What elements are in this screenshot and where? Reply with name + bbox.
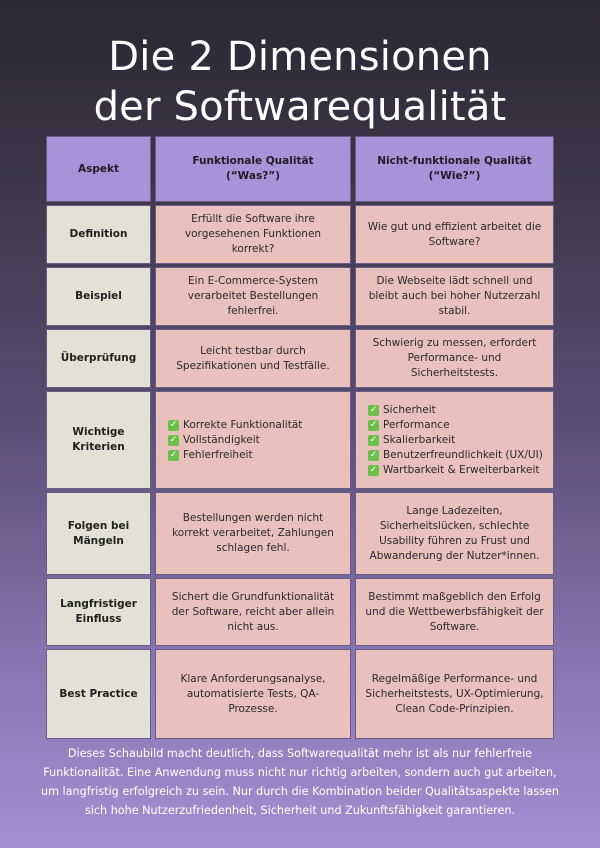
list-item <box>368 463 540 478</box>
list-item-label: Wartbarkeit & Erweiterbarkeit <box>383 463 540 476</box>
check-mark-icon: ✓ <box>169 449 178 460</box>
list-item-label: Sicherheit <box>383 403 436 416</box>
aspect-ueberpruefung: Überprüfung <box>46 329 151 388</box>
list-item <box>368 403 436 418</box>
check-mark-icon: ✓ <box>369 449 378 460</box>
aspect-definition: Definition <box>46 205 151 264</box>
header-nonfunctional-subtitle: (“Wie?”) <box>428 170 481 182</box>
header-functional <box>155 136 351 202</box>
beispiel-functional: Ein E-Commerce-System verarbeitet Bestellungen fehlerfrei. <box>155 267 351 326</box>
definition-functional: Erfüllt die Software ihre vorgesehenen Funktionen korrekt? <box>155 205 351 264</box>
list-item-label: Benutzerfreundlichkeit (UX/UI) <box>383 448 543 461</box>
best-practice-nonfunctional: Regelmäßige Performance- und Sicherheitstests, UX-Optimierung, Clean Code-Prinzipien. <box>355 649 554 739</box>
list-item <box>368 448 543 463</box>
quality-table <box>46 136 554 739</box>
folgen-nonfunctional: Lange Ladezeiten, Sicherheitslücken, schlechte Usability führen zu Frust und Abwanderung der Nutzer*innen. <box>355 492 554 575</box>
list-item <box>368 433 455 448</box>
ueberpruefung-nonfunctional: Schwierig zu messen, erfordert Performance- und Sicherheitstests. <box>355 329 554 388</box>
check-mark-icon: ✓ <box>369 464 378 475</box>
aspect-beispiel: Beispiel <box>46 267 151 326</box>
einfluss-nonfunctional: Bestimmt maßgeblich den Erfolg und die Wettbewerbsfähigkeit der Software. <box>355 578 554 646</box>
aspect-best-practice: Best Practice <box>46 649 151 739</box>
aspect-folgen-line-1: Folgen bei <box>67 519 130 532</box>
list-item-label: Korrekte Funktionalität <box>183 418 303 431</box>
folgen-functional: Bestellungen werden nicht korrekt verarbeitet, Zahlungen schlagen fehl. <box>155 492 351 575</box>
aspect-kriterien <box>46 391 151 489</box>
list-item-label: Vollständigkeit <box>183 433 260 446</box>
list-item-label: Fehlerfreiheit <box>183 448 253 461</box>
header-functional-title: Funktionale Qualität <box>192 155 314 167</box>
aspect-folgen-line-2: Mängeln <box>73 534 124 547</box>
aspect-kriterien-line-2: Kriterien <box>72 441 125 453</box>
check-mark-icon: ✓ <box>369 419 378 430</box>
list-item <box>168 433 260 448</box>
aspect-einfluss-line-2: Einfluss <box>75 613 122 625</box>
header-nonfunctional-title: Nicht-funktionale Qualität <box>377 155 532 167</box>
list-item <box>168 448 253 463</box>
einfluss-functional: Sichert die Grundfunktionalität der Software, reicht aber allein nicht aus. <box>155 578 351 646</box>
title-line-1: Die 2 Dimensionen <box>108 34 492 80</box>
aspect-folgen <box>46 492 151 575</box>
header-functional-subtitle: (“Was?”) <box>225 170 281 182</box>
check-mark-icon: ✓ <box>369 434 378 445</box>
aspect-kriterien-line-1: Wichtige <box>72 426 125 438</box>
kriterien-functional-list <box>155 391 351 489</box>
beispiel-nonfunctional: Die Webseite lädt schnell und bleibt auch bei hoher Nutzerzahl stabil. <box>355 267 554 326</box>
title-line-2: der Softwarequalität <box>93 84 507 130</box>
header-aspect: Aspekt <box>46 136 151 202</box>
check-mark-icon: ✓ <box>169 419 178 430</box>
list-item-label: Skalierbarkeit <box>383 433 456 446</box>
page-title <box>0 32 600 132</box>
list-item-label: Performance <box>383 418 450 431</box>
check-mark-icon: ✓ <box>169 434 178 445</box>
list-item <box>368 418 450 433</box>
kriterien-nonfunctional-list <box>355 391 554 489</box>
footer-summary: Dieses Schaubild macht deutlich, dass Softwarequalität mehr ist als nur fehlerfreie Funktionalität. Eine Anwendung muss nicht nur richtig arbeiten, sondern auch gut arbeiten, um langfristig erfolgreich zu sein. Nur durch die Kombination beider Qualitätsaspekte lassen sich hohe Nutzerzufriedenheit, Sicherheit und Zukunftsfähigkeit garantieren. <box>41 747 559 817</box>
aspect-einfluss <box>46 578 151 646</box>
definition-nonfunctional: Wie gut und effizient arbeitet die Software? <box>355 205 554 264</box>
aspect-einfluss-line-1: Langfristiger <box>60 598 137 610</box>
list-item <box>168 418 302 433</box>
ueberpruefung-functional: Leicht testbar durch Spezifikationen und Testfälle. <box>155 329 351 388</box>
header-nonfunctional <box>355 136 554 202</box>
best-practice-functional: Klare Anforderungsanalyse, automatisierte Tests, QA-Prozesse. <box>155 649 351 739</box>
check-mark-icon: ✓ <box>369 404 378 415</box>
